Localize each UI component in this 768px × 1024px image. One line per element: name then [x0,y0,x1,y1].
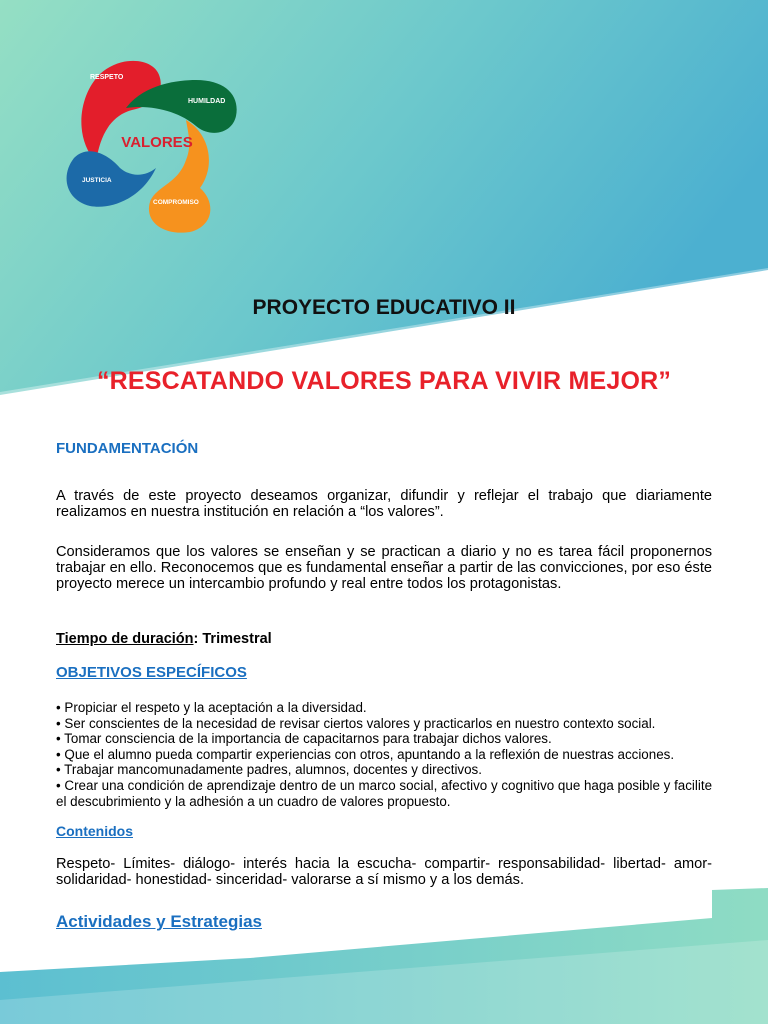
logo-label-compromiso: COMPROMISO [153,199,199,206]
logo-label-humildad: HUMILDAD [188,98,226,105]
actividades-heading: Actividades y Estrategias [56,912,262,931]
objetivo-item: • Ser conscientes de la necesidad de revisar ciertos valores y practicarlos en nuestro contexto social. [56,716,716,732]
objetivo-item: • Que el alumno pueda compartir experiencias con otros, apuntando a la reflexión de nuestras acciones. [56,747,716,763]
page-title: PROYECTO EDUCATIVO II [252,296,516,319]
contenidos-heading: Contenidos [56,823,133,839]
page-subtitle: “RESCATANDO VALORES PARA VIVIR MEJOR” [96,367,672,395]
objetivo-item: • Propiciar el respeto y la aceptación a la diversidad. [56,700,716,716]
duracion-line [56,631,272,647]
objetivo-item: • Crear una condición de aprendizaje dentro de un marco social, afectivo y cognitivo que haga posible y facilite el descubrimiento y la adhesión a un cuadro de valores propuesto. [56,778,716,809]
fundamentacion-paragraph-1: A través de este proyecto deseamos organizar, difundir y reflejar el trabajo que diariamente realizamos en nuestra institución en relación a “los valores”. [56,488,712,520]
logo-center-label: VALORES [121,134,193,151]
duracion-value: Trimestral [202,631,272,647]
logo-label-respeto: RESPETO [90,74,124,81]
logo-label-justicia: JUSTICIA [82,177,112,184]
objetivos-list [56,700,716,809]
duracion-label: Tiempo de duración [56,631,194,647]
duracion-separator: : [193,631,203,647]
objetivos-heading: OBJETIVOS ESPECÍFICOS [56,664,247,681]
contenidos-text: Respeto- Límites- diálogo- interés hacia la escucha- compartir- responsabilidad- libertad- amor- solidaridad- honestidad- sinceridad- valorarse a sí mismo y a los demás. [56,856,712,888]
fundamentacion-heading: FUNDAMENTACIÓN [56,440,199,457]
objetivo-item: • Tomar consciencia de la importancia de capacitarnos para trabajar dichos valores. [56,731,716,747]
objetivo-item: • Trabajar mancomunadamente padres, alumnos, docentes y directivos. [56,762,716,778]
fundamentacion-paragraph-2: Consideramos que los valores se enseñan y se practican a diario y no es tarea fácil proponernos trabajar en ello. Reconocemos que es fundamental enseñar a partir de las convicciones, por eso éste proyecto merece un intercambio profundo y real entre todos los protagonistas. [56,544,712,592]
